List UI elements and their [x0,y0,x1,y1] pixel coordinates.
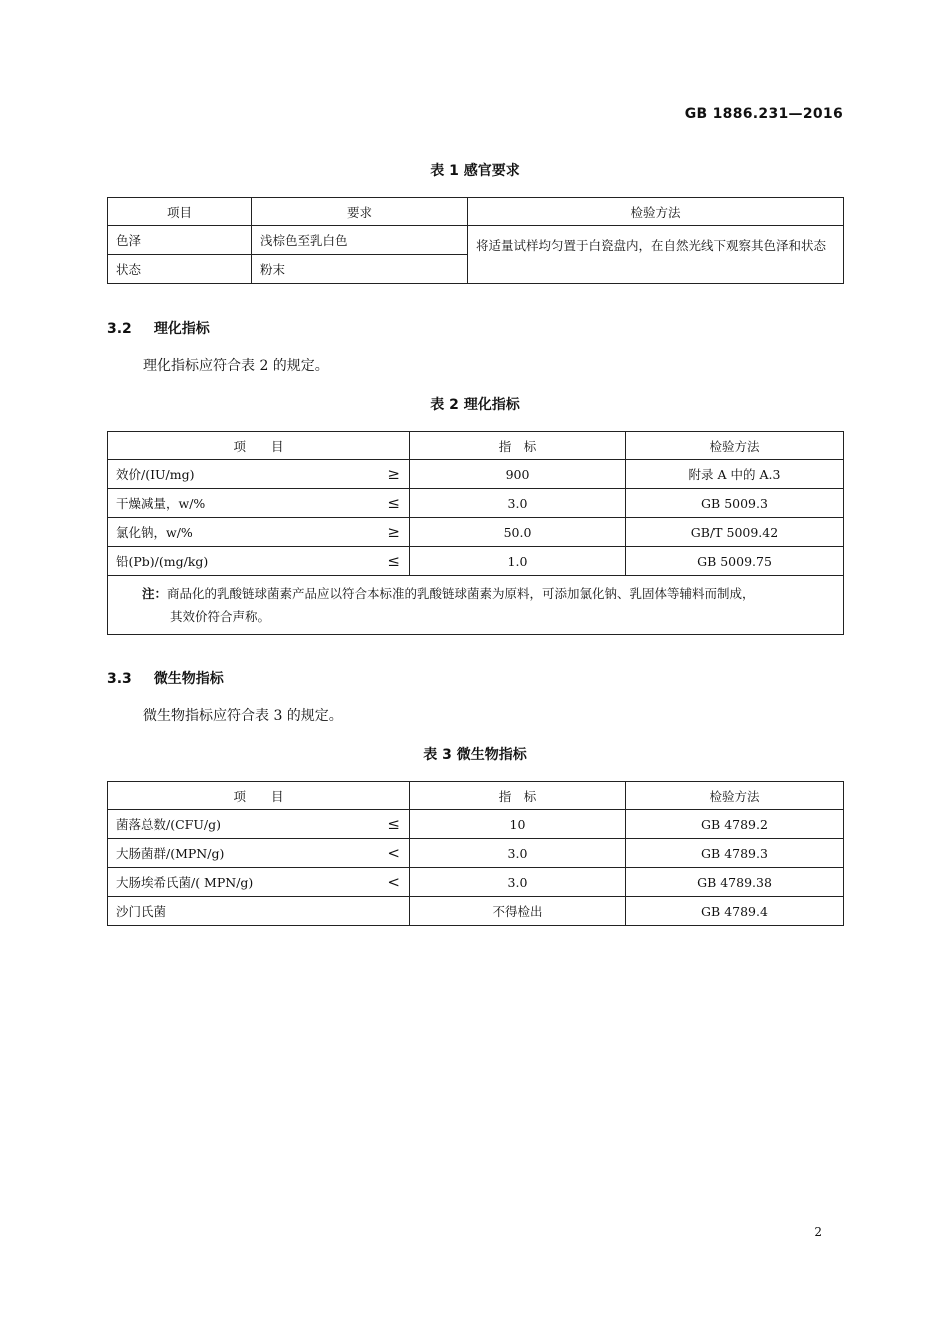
section-title: 理化指标 [153,321,210,337]
table1-header-requirement: 要求 [252,198,468,226]
table3-microbial [107,781,844,926]
section-3-2-text: 理化指标应符合表 2 的规定。 [143,358,329,374]
table3-header-row [108,782,844,810]
table3-caption: 表 3 微生物指标 [423,747,527,763]
comparison-operator: ≤ [387,552,400,570]
table3-method: GB 4789.4 [626,897,844,926]
table2-item: 效价/(IU/mg) [116,467,195,482]
table2-method: GB 5009.75 [626,547,844,576]
table1-sensory [107,197,844,284]
table3-method: GB 4789.38 [626,868,844,897]
table-row [108,897,844,926]
comparison-operator: ≤ [387,815,400,833]
comparison-operator: ≥ [387,465,400,483]
table3-value: 不得检出 [410,897,626,926]
table1-header-item: 项目 [108,198,252,226]
table3-item-cell [108,839,410,868]
comparison-operator: ≤ [387,494,400,512]
table3-header-item: 项 目 [108,782,410,810]
table2-item-cell [108,518,410,547]
table2-item-cell [108,547,410,576]
note-line1: 商品化的乳酸链球菌素产品应以符合本标准的乳酸链球菌素为原料，可添加氯化钠、乳固体等辅料而制成， [167,586,755,601]
table1-caption: 表 1 感官要求 [430,163,520,179]
table-row [108,810,844,839]
note-line2: 其效价符合声称。 [170,609,271,624]
table2-item: 干燥减量，w/% [116,496,206,511]
table3-item: 大肠埃希氏菌/( MPN/g) [116,875,254,890]
table3-value: 3.0 [410,868,626,897]
table1-item: 色泽 [108,226,252,255]
table-row [108,226,844,255]
table2-header-item: 项 目 [108,432,410,460]
table3-item-cell [108,897,410,926]
note-label: 注： [142,586,168,601]
table3-header-method: 检验方法 [626,782,844,810]
section-3-3-heading [107,668,224,688]
table1-requirement: 粉末 [252,255,468,284]
table2-header-row [108,432,844,460]
comparison-operator: ≥ [387,523,400,541]
table2-method: 附录 A 中的 A.3 [626,460,844,489]
table1-method: 将适量试样均匀置于白瓷盘内，在自然光线下观察其色泽和状态 [468,226,844,284]
table-row [108,489,844,518]
page-number: 2 [814,1225,822,1239]
table3-item: 沙门氏菌 [116,904,167,919]
table3-value: 3.0 [410,839,626,868]
table3-method: GB 4789.3 [626,839,844,868]
table-row [108,868,844,897]
table2-note-row [108,576,844,635]
table1-item: 状态 [108,255,252,284]
table3-item-cell [108,810,410,839]
table3-method: GB 4789.2 [626,810,844,839]
table3-header-index: 指 标 [410,782,626,810]
table2-method: GB 5009.3 [626,489,844,518]
table2-value: 900 [410,460,626,489]
table2-note [108,576,844,635]
table-row [108,839,844,868]
table3-item-cell [108,868,410,897]
table3-item: 菌落总数/(CFU/g) [116,817,221,832]
section-3-3-text: 微生物指标应符合表 3 的规定。 [143,708,343,724]
section-number: 3.3 [107,671,132,687]
table2-item-cell [108,489,410,518]
table3-item: 大肠菌群/(MPN/g) [116,846,225,861]
table2-item: 氯化钠，w/% [116,525,193,540]
table3-value: 10 [410,810,626,839]
table-row [108,460,844,489]
section-title: 微生物指标 [153,671,224,687]
table-row [108,547,844,576]
table2-physicochemical [107,431,844,635]
table1-requirement: 浅棕色至乳白色 [252,226,468,255]
table2-item: 铅(Pb)/(mg/kg) [116,554,209,569]
comparison-operator: < [387,873,400,891]
table2-caption: 表 2 理化指标 [430,397,520,413]
table2-value: 1.0 [410,547,626,576]
section-3-2-heading [107,318,210,338]
table1-header-row [108,198,844,226]
standard-code-header: GB 1886.231—2016 [684,106,843,122]
comparison-operator: < [387,844,400,862]
table2-value: 50.0 [410,518,626,547]
table1-header-method: 检验方法 [468,198,844,226]
table-row [108,518,844,547]
table2-header-index: 指 标 [410,432,626,460]
section-number: 3.2 [107,321,132,337]
table2-item-cell [108,460,410,489]
table2-header-method: 检验方法 [626,432,844,460]
table2-value: 3.0 [410,489,626,518]
table2-method: GB/T 5009.42 [626,518,844,547]
